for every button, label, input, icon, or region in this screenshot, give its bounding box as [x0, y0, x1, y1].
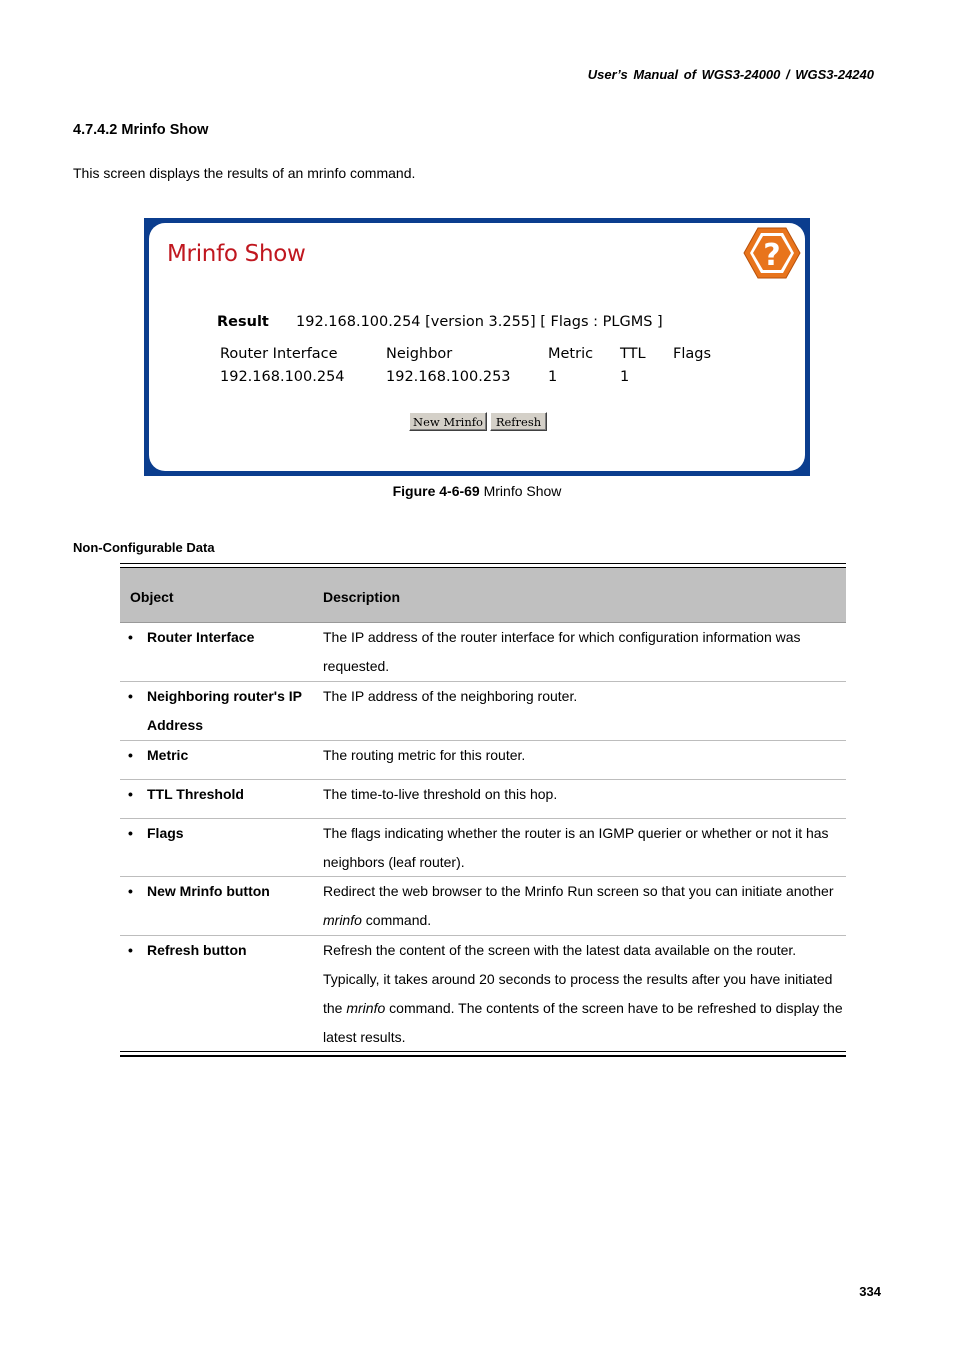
- row-object: Flags: [147, 825, 184, 841]
- row-object: Router Interface: [147, 629, 255, 645]
- row-object: Neighboring router's IP Address: [147, 688, 302, 733]
- data-table: [120, 563, 846, 1057]
- column-flags: Flags: [673, 346, 712, 362]
- bullet-icon: •: [128, 629, 133, 645]
- bullet-icon: •: [128, 786, 133, 802]
- row-description: The IP address of the neighboring router.: [323, 688, 578, 704]
- row-description: The IP address of the router interface for which configuration information was requested.: [323, 629, 801, 674]
- result-value: 192.168.100.254 [version 3.255] [ Flags : PLGMS ]: [296, 314, 663, 330]
- cell-metric: 1: [548, 369, 558, 385]
- section-title: 4.7.4.2 Mrinfo Show: [73, 122, 209, 138]
- mrinfo-screenshot: [144, 218, 810, 476]
- screenshot-title: Mrinfo Show: [167, 241, 306, 267]
- row-object: TTL Threshold: [147, 786, 244, 802]
- row-description: The routing metric for this router.: [323, 747, 526, 763]
- figure-label: Figure 4-6-69: [392, 483, 480, 499]
- table-row: [120, 819, 846, 877]
- header-object: Object: [130, 589, 174, 605]
- row-description-part: command.: [361, 912, 432, 928]
- bullet-icon: •: [128, 825, 133, 841]
- figure-caption: [0, 483, 954, 499]
- row-description-part: command. The contents of the screen have to be refreshed to display the latest results.: [323, 1000, 843, 1045]
- row-description: The time-to-live threshold on this hop.: [323, 786, 558, 802]
- figure-text: Mrinfo Show: [479, 483, 562, 499]
- refresh-button[interactable]: Refresh: [490, 412, 547, 431]
- table-row: [120, 682, 846, 741]
- cell-router-interface: 192.168.100.254: [220, 369, 345, 385]
- row-description-part: Redirect the web browser to the Mrinfo Run screen so that you can initiate another: [323, 883, 834, 899]
- table-header: [120, 568, 846, 623]
- column-metric: Metric: [548, 346, 594, 362]
- page-number: 334: [859, 1284, 881, 1299]
- bullet-icon: •: [128, 883, 133, 899]
- row-description-part: Refresh the content of the screen with the latest data available on the router. Typically, it takes around 20 seconds to process the results after you have initiated the: [323, 942, 833, 1016]
- table-row: [120, 780, 846, 819]
- result-label: Result: [217, 314, 269, 330]
- row-description: [323, 877, 843, 935]
- question-mark-icon[interactable]: [743, 226, 801, 280]
- non-configurable-title: Non-Configurable Data: [73, 540, 215, 555]
- row-object: Metric: [147, 747, 189, 763]
- row-description-emphasis: mrinfo: [346, 1000, 386, 1016]
- intro-text: This screen displays the results of an mrinfo command.: [73, 165, 416, 181]
- header-description: Description: [323, 589, 401, 605]
- column-router-interface: Router Interface: [220, 346, 338, 362]
- bullet-icon: •: [128, 688, 133, 704]
- table-row: [120, 623, 846, 682]
- bullet-icon: •: [128, 747, 133, 763]
- column-ttl: TTL: [620, 346, 646, 362]
- table-row: [120, 741, 846, 780]
- row-description-emphasis: mrinfo: [323, 912, 362, 928]
- cell-neighbor: 192.168.100.253: [386, 369, 511, 385]
- column-neighbor: Neighbor: [386, 346, 453, 362]
- svg-text:?: ?: [763, 238, 781, 273]
- row-description: [323, 936, 843, 1052]
- new-mrinfo-button[interactable]: New Mrinfo: [409, 412, 487, 431]
- row-description: The flags indicating whether the router is an IGMP querier or whether or not it has neighbors (leaf router).: [323, 825, 829, 870]
- table-row: [120, 877, 846, 936]
- table-row: [120, 936, 846, 1052]
- row-object: New Mrinfo button: [147, 883, 270, 899]
- bullet-icon: •: [128, 942, 133, 958]
- row-object: Refresh button: [147, 942, 247, 958]
- screenshot-panel: [149, 223, 805, 471]
- manual-header: User’s Manual of WGS3-24000 / WGS3-24240: [587, 67, 874, 82]
- cell-ttl: 1: [620, 369, 630, 385]
